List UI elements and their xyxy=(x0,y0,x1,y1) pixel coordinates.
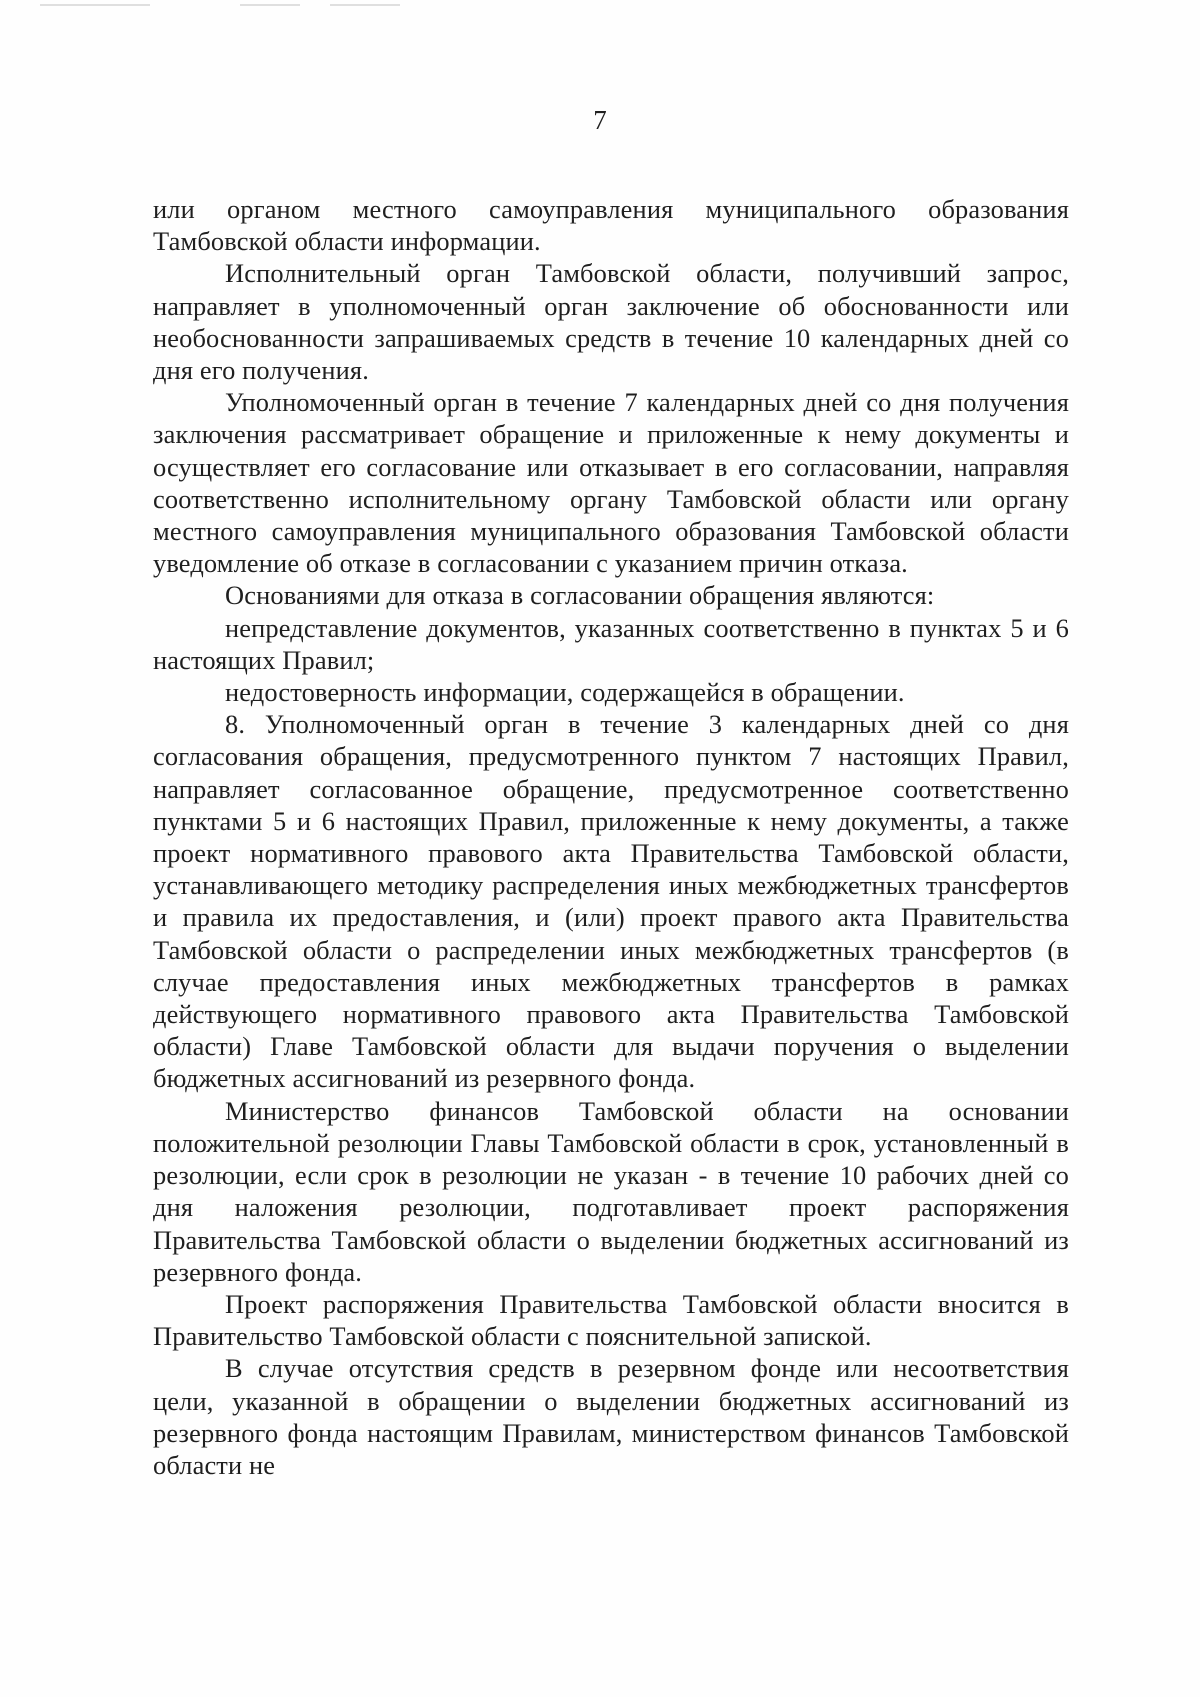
paragraph: Основаниями для отказа в согласовании обращения являются: xyxy=(225,580,935,611)
paragraph: Министерство финансов Тамбовской области на основании положительной резолюции Главы Тамбовской области в срок, установленный в резолюции, если срок в резолюции не указан - в течение 10 рабочих дней со дня наложения резолюции, подготавливает проект распоряжения Правительства Тамбовской области о выделении бюджетных ассигнований из резервного фонда. xyxy=(153,1095,1069,1287)
paragraph: Проект распоряжения Правительства Тамбовской области вносится в Правительство Тамбовской области с пояснительной запиской. xyxy=(153,1288,1069,1352)
paragraph: или органом местного самоуправления муниципального образования Тамбовской области информации. xyxy=(153,194,1069,257)
paragraph: Исполнительный орган Тамбовской области, получивший запрос, направляет в уполномоченный орган заключение об обоснованности или необоснованности запрашиваемых средств в течение 10 календарных дней со дня его получения. xyxy=(153,258,1069,386)
paragraph: 8. Уполномоченный орган в течение 3 календарных дней со дня согласования обращения, предусмотренного пунктом 7 настоящих Правил, направляет согласованное обращение, предусмотренное соответственно пунктами 5 и 6 настоящих Правил, приложенные к нему документы, а также проект нормативного правового акта Правительства Тамбовской области, устанавливающего методику распределения иных межбюджетных трансфертов и правила их предоставления, и (или) проект правого акта Правительства Тамбовской области о распределении иных межбюджетных трансфертов (в случае предоставления иных межбюджетных трансфертов в рамках действующего нормативного правового акта Правительства Тамбовской области) Главе Тамбовской области для выдачи поручения о выделении бюджетных ассигнований из резервного фонда. xyxy=(153,709,1069,1094)
scan-artifact xyxy=(240,4,300,6)
paragraph: непредставление документов, указанных соответственно в пунктах 5 и 6 настоящих Правил; xyxy=(153,612,1069,675)
page-number: 7 xyxy=(593,105,607,135)
document-body xyxy=(153,193,1069,1481)
paragraph: недостоверность информации, содержащейся в обращении. xyxy=(225,677,905,708)
scan-artifact xyxy=(40,4,150,6)
paragraph: В случае отсутствия средств в резервном фонде или несоответствия цели, указанной в обращении о выделении бюджетных ассигнований из резервного фонда настоящим Правилам, министерством финансов Тамбовской области не xyxy=(153,1353,1069,1480)
paragraph: Уполномоченный орган в течение 7 календарных дней со дня получения заключения рассматривает обращение и приложенные к нему документы и осуществляет его согласование или отказывает в его согласовании, направляя соответственно исполнительному органу Тамбовской области или органу местного самоуправления муниципального образования Тамбовской области уведомление об отказе в согласовании с указанием причин отказа. xyxy=(153,387,1069,579)
scan-artifact xyxy=(330,4,400,6)
